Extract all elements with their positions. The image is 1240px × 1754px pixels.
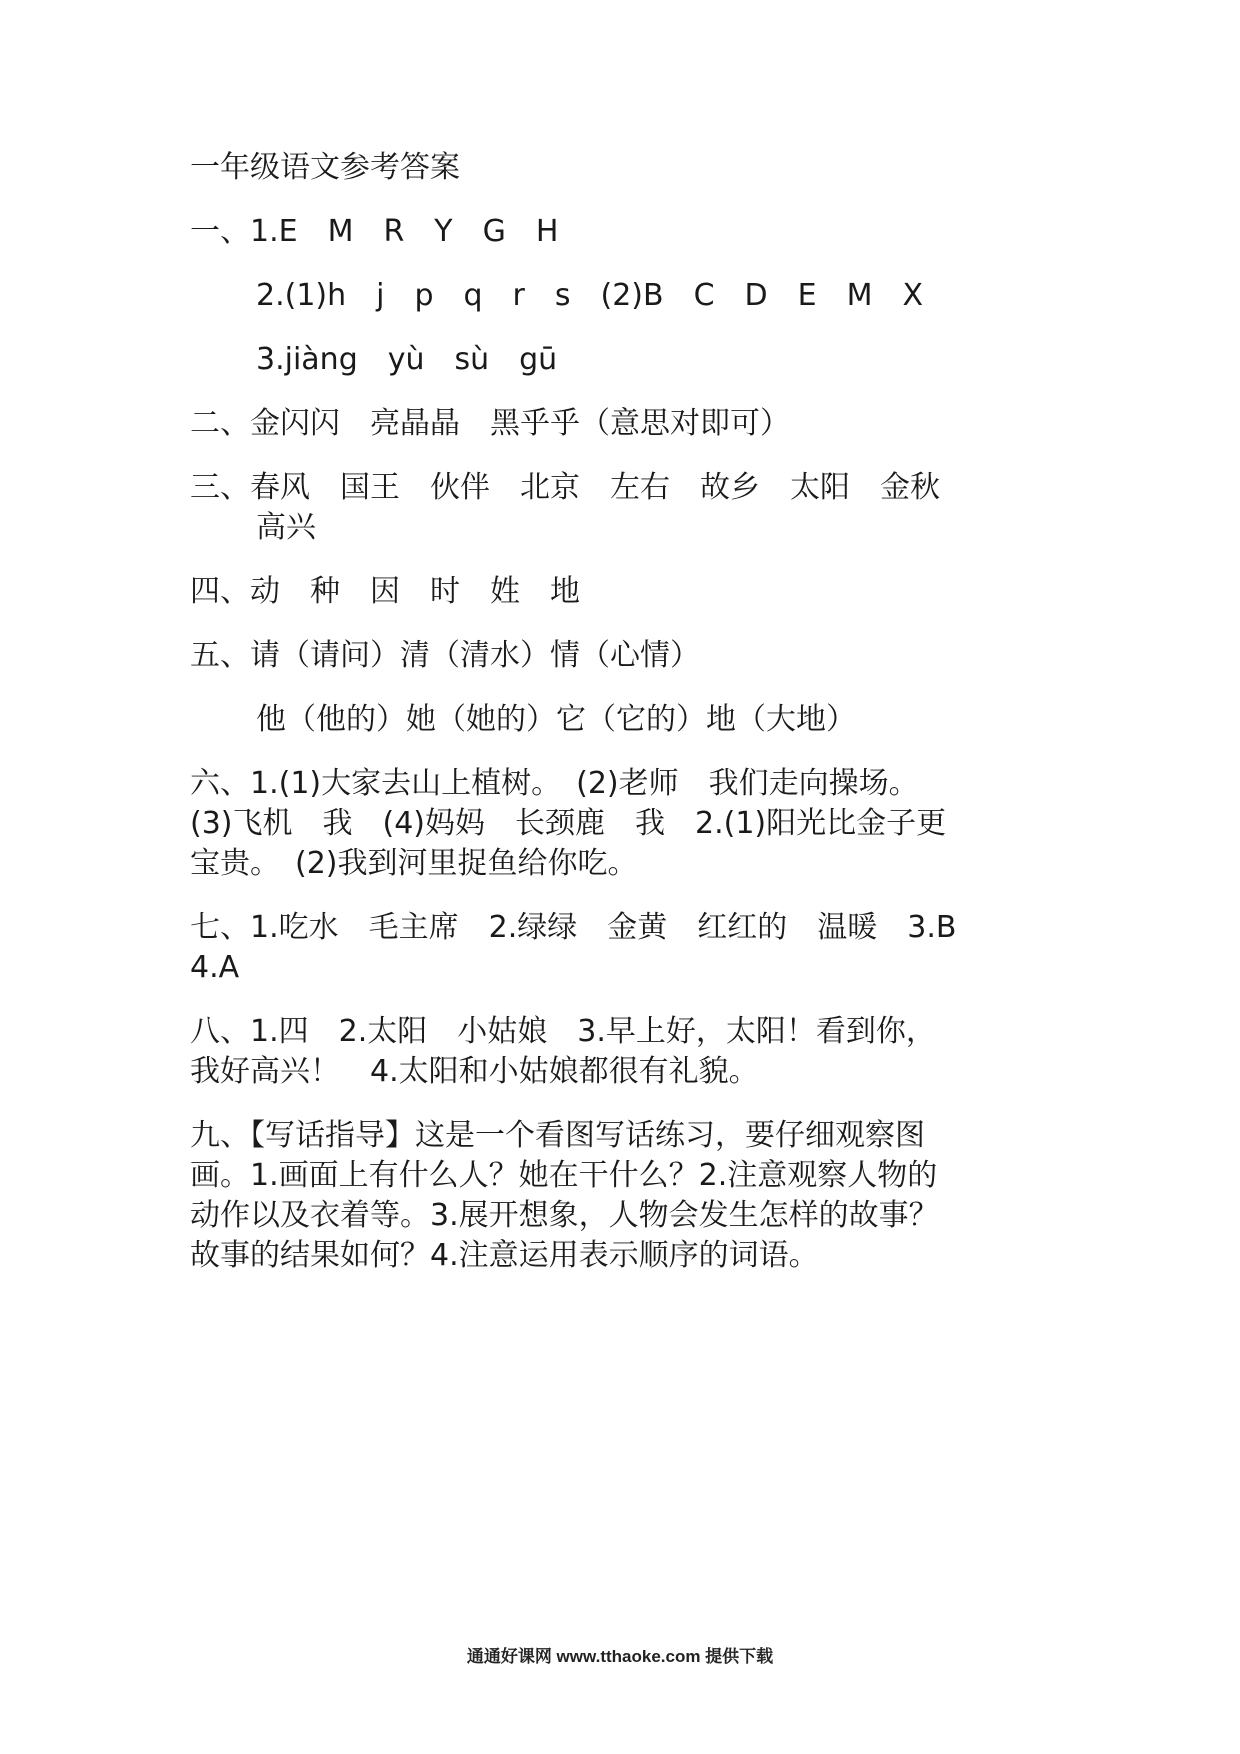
section-3-line-1: 三、春风 国王 伙伴 北京 左右 故乡 太阳 金秋 (190, 470, 940, 505)
section-8-line-1: 八、1.四 2.太阳 小姑娘 3.早上好，太阳！看到你， (190, 1014, 936, 1049)
section-6-line-1: 六、1.(1)大家去山上植树。 (2)老师 我们走向操场。 (190, 766, 919, 801)
section-1-line-2: 2.(1)h j p q r s (2)B C D E M X (256, 278, 924, 313)
download-footer: 通通好课网 www.tthaoke.com 提供下载 (466, 1647, 774, 1666)
section-5-line-1: 五、请（请问）清（清水）情（心情） (190, 638, 700, 673)
section-6 (190, 764, 1070, 884)
section-5-line-2: 他（他的）她（她的）它（它的）地（大地） (256, 702, 856, 737)
section-7-line-2: 4.A (190, 950, 240, 985)
section-1-item-2 (190, 276, 1070, 316)
section-7 (190, 908, 1070, 988)
section-4-line-1: 四、动 种 因 时 姓 地 (190, 574, 580, 609)
section-1-item-3 (190, 340, 1070, 380)
section-8-line-2: 我好高兴！ 4.太阳和小姑娘都很有礼貌。 (190, 1054, 759, 1089)
section-4 (190, 572, 1070, 612)
section-9-line-1: 九、【写话指导】这是一个看图写话练习，要仔细观察图 (190, 1118, 925, 1153)
section-9-line-2: 画。1.画面上有什么人？她在干什么？2.注意观察人物的 (190, 1158, 938, 1193)
section-1-line-3: 3.jiàng yù sù gū (256, 342, 558, 377)
section-6-line-2: (3)飞机 我 (4)妈妈 长颈鹿 我 2.(1)阳光比金子更 (190, 806, 947, 841)
section-8 (190, 1012, 1070, 1092)
section-3 (190, 468, 1070, 548)
section-9-line-3: 动作以及衣着等。3.展开想象，人物会发生怎样的故事？ (190, 1198, 939, 1233)
section-2 (190, 404, 1070, 444)
section-9 (190, 1116, 1070, 1276)
section-5-item-2 (190, 700, 1070, 740)
answer-key-body (190, 148, 1070, 1300)
section-2-line-1: 二、金闪闪 亮晶晶 黑乎乎（意思对即可） (190, 406, 790, 441)
section-3-line-2: 高兴 (256, 510, 316, 545)
section-9-line-4: 故事的结果如何？4.注意运用表示顺序的词语。 (190, 1238, 819, 1273)
section-1 (190, 212, 1070, 252)
section-6-line-3: 宝贵。 (2)我到河里捉鱼给你吃。 (190, 846, 638, 881)
section-7-line-1: 七、1.吃水 毛主席 2.绿绿 金黄 红红的 温暖 3.B (190, 910, 957, 945)
document-title: 一年级语文参考答案 (190, 150, 460, 185)
section-5 (190, 636, 1070, 676)
section-1-line-1: 一、1.E M R Y G H (190, 214, 559, 249)
